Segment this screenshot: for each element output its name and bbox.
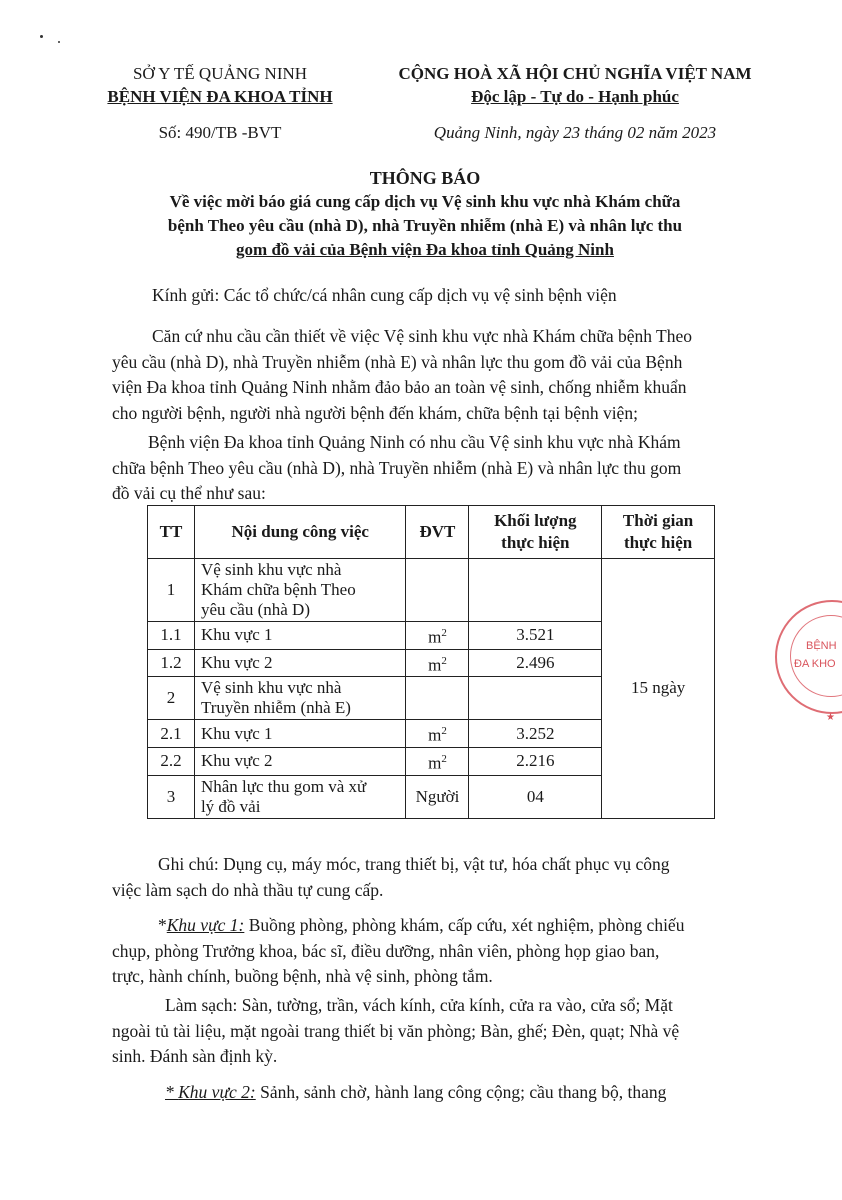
document-title: THÔNG BÁO — [369, 168, 481, 188]
paragraph-line: việc làm sạch do nhà thầu tự cung cấp. — [112, 879, 384, 900]
col-header-volume-line: thực hiện — [501, 533, 570, 552]
cell-content: Khu vực 2 — [194, 649, 406, 677]
issuer-org — [85, 85, 355, 108]
cell-volume: 2.216 — [469, 747, 602, 775]
national-heading — [365, 62, 785, 144]
scan-speck — [40, 35, 43, 38]
cell-volume: 3.521 — [469, 622, 602, 650]
paragraph-line: viện Đa khoa tỉnh Quảng Ninh nhằm đảo bảo an toàn vệ sinh, chống nhiễm khuẩn — [112, 377, 687, 397]
cell-content — [194, 559, 406, 622]
paragraph-line: sinh. Đánh sàn định kỳ. — [112, 1046, 278, 1066]
col-header-time — [602, 506, 715, 559]
cell-unit — [406, 720, 469, 748]
stamp-text: ĐA KHO — [794, 658, 836, 670]
cell-unit — [406, 677, 469, 720]
area1-paragraph — [112, 913, 762, 990]
col-header-time-line: Thời gian — [622, 511, 694, 530]
cell-tt: 3 — [148, 775, 195, 818]
paragraph-line: Làm sạch: Sàn, tường, trần, vách kính, cửa kính, cửa ra vào, cửa sổ; Mặt — [165, 995, 673, 1015]
cell-content: Khu vực 1 — [194, 720, 406, 748]
col-header-volume-line: Khối lượng — [494, 511, 577, 530]
unit-base: m — [428, 753, 442, 773]
cell-content: Khu vực 2 — [194, 747, 406, 775]
unit-exponent: 2 — [441, 752, 447, 765]
area2-paragraph — [112, 1080, 762, 1106]
cell-unit — [406, 559, 469, 622]
unit-exponent: 2 — [441, 654, 447, 667]
paragraph-line: yêu cầu (nhà D), nhà Truyền nhiễm (nhà E) và nhân lực thu gom đồ vải của Bệnh — [112, 351, 683, 372]
cleaning-paragraph — [112, 993, 762, 1070]
paragraph-line: *Khu vực 1: Buồng phòng, phòng khám, cấp cứu, xét nghiệm, phòng chiếu — [158, 915, 685, 935]
unit-base: m — [428, 655, 442, 675]
paragraph-line: trực, hành chính, buồng bệnh, nhà vệ sinh, phòng tắm. — [112, 966, 493, 986]
area2-text: Sảnh, sảnh chờ, hành lang công cộng; cầu thang bộ, thang — [260, 1082, 667, 1102]
unit-exponent: 2 — [441, 627, 447, 639]
cell-tt: 2.1 — [148, 720, 195, 748]
area2-label-wrap: * Khu vực 2: — [165, 1082, 256, 1102]
unit-base: m — [428, 627, 442, 647]
paragraph-line: ngoài tủ tài liệu, mặt ngoài trang thiết bị văn phòng; Bàn, ghế; Đèn, quạt; Nhà vệ — [112, 1020, 680, 1041]
subtitle-line — [110, 238, 740, 262]
document-number: Số: 490/TB -BVT — [158, 123, 282, 142]
scan-speck — [58, 41, 60, 43]
col-header-unit: ĐVT — [406, 506, 469, 559]
subtitle-line-text: gom đồ vải của Bệnh viện Đa khoa tỉnh Quảng Ninh — [236, 240, 614, 259]
subtitle-line: bệnh Theo yêu cầu (nhà D), nhà Truyền nhiễm (nhà E) và nhân lực thu — [167, 216, 683, 235]
paragraph-line: đồ vải cụ thể như sau: — [112, 483, 266, 503]
note-paragraph — [112, 852, 762, 903]
document-subtitle — [110, 190, 740, 262]
paragraph-line: Căn cứ nhu cầu cần thiết về việc Vệ sinh khu vực nhà Khám chữa bệnh Theo — [152, 326, 693, 346]
cell-content — [194, 775, 406, 818]
nation-motto-text: Độc lập - Tự do - Hạnh phúc — [471, 87, 679, 106]
paragraph-basis — [112, 324, 762, 426]
cell-unit — [406, 649, 469, 677]
work-table — [147, 505, 715, 819]
cell-volume — [469, 559, 602, 622]
area2-label: Khu vực 2: — [178, 1082, 256, 1102]
cell-content-line: Nhân lực thu gom và xử — [200, 776, 367, 796]
cell-content-line: yêu cầu (nhà D) — [200, 600, 310, 619]
area1-text: Buồng phòng, phòng khám, cấp cứu, xét nghiệm, phòng chiếu — [248, 915, 685, 935]
unit-base: m — [428, 725, 442, 745]
cell-tt: 1.2 — [148, 649, 195, 677]
stamp-star-icon: ★ — [826, 712, 835, 723]
unit-exponent: 2 — [441, 725, 447, 738]
cell-tt: 2 — [148, 677, 195, 720]
cell-volume: 2.496 — [469, 649, 602, 677]
paragraph-needs — [112, 430, 762, 507]
cell-volume: 04 — [469, 775, 602, 818]
paragraph-line: Bệnh viện Đa khoa tỉnh Quảng Ninh có nhu cầu Vệ sinh khu vực nhà Khám — [148, 432, 681, 452]
col-header-volume — [469, 506, 602, 559]
cell-tt: 1.1 — [148, 622, 195, 650]
subtitle-line: Về việc mời báo giá cung cấp dịch vụ Vệ sinh khu vực nhà Khám chữa — [169, 192, 681, 211]
cell-duration: 15 ngày — [602, 559, 715, 819]
cell-content-line: Truyền nhiễm (nhà E) — [200, 698, 351, 718]
issuer-parent-org: SỞ Y TẾ QUẢNG NINH — [132, 64, 308, 83]
cell-unit — [406, 622, 469, 650]
cell-content: Khu vực 1 — [194, 622, 406, 650]
cell-unit: Người — [406, 775, 469, 818]
cell-unit — [406, 747, 469, 775]
cell-content-line: Vệ sinh khu vực nhà — [200, 560, 342, 579]
paragraph-line: chữa bệnh Theo yêu cầu (nhà D), nhà Truyền nhiễm (nhà E) và nhân lực thu gom — [112, 457, 682, 478]
issue-date: Quảng Ninh, ngày 23 tháng 02 năm 2023 — [433, 123, 717, 142]
col-header-time-line: thực hiện — [623, 533, 693, 552]
paragraph-line: cho người bệnh, người nhà người bệnh đến khám, chữa bệnh tại bệnh viện; — [112, 402, 638, 423]
table-row — [148, 559, 715, 622]
area1-label: Khu vực 1: — [166, 915, 245, 935]
issuer-block — [85, 62, 355, 144]
col-header-tt: TT — [148, 506, 195, 559]
cell-content-line: lý đồ vải — [200, 796, 261, 816]
cell-content-line: Vệ sinh khu vực nhà — [200, 678, 342, 698]
cell-tt: 2.2 — [148, 747, 195, 775]
issuer-org-name: BỆNH VIỆN ĐA KHOA TỈNH — [107, 87, 333, 106]
cell-tt: 1 — [148, 559, 195, 622]
cell-volume — [469, 677, 602, 720]
table-header-row — [148, 506, 715, 559]
cell-content-line: Khám chữa bệnh Theo — [200, 580, 356, 599]
nation-title: CỘNG HOÀ XÃ HỘI CHỦ NGHĨA VIỆT NAM — [398, 64, 752, 83]
paragraph-line: chụp, phòng Trưởng khoa, bác sĩ, điều dưỡng, nhân viên, phòng họp giao ban, — [112, 940, 660, 961]
cell-volume: 3.252 — [469, 720, 602, 748]
salutation: Kính gửi: Các tổ chức/cá nhân cung cấp dịch vụ vệ sinh bệnh viện — [152, 285, 617, 305]
paragraph-line — [112, 1080, 762, 1106]
nation-motto — [365, 85, 785, 108]
cell-content — [194, 677, 406, 720]
col-header-content: Nội dung công việc — [194, 506, 406, 559]
paragraph-line: Ghi chú: Dụng cụ, máy móc, trang thiết bị, vật tư, hóa chất phục vụ công — [158, 854, 670, 874]
stamp-text: BỆNH — [806, 640, 837, 652]
